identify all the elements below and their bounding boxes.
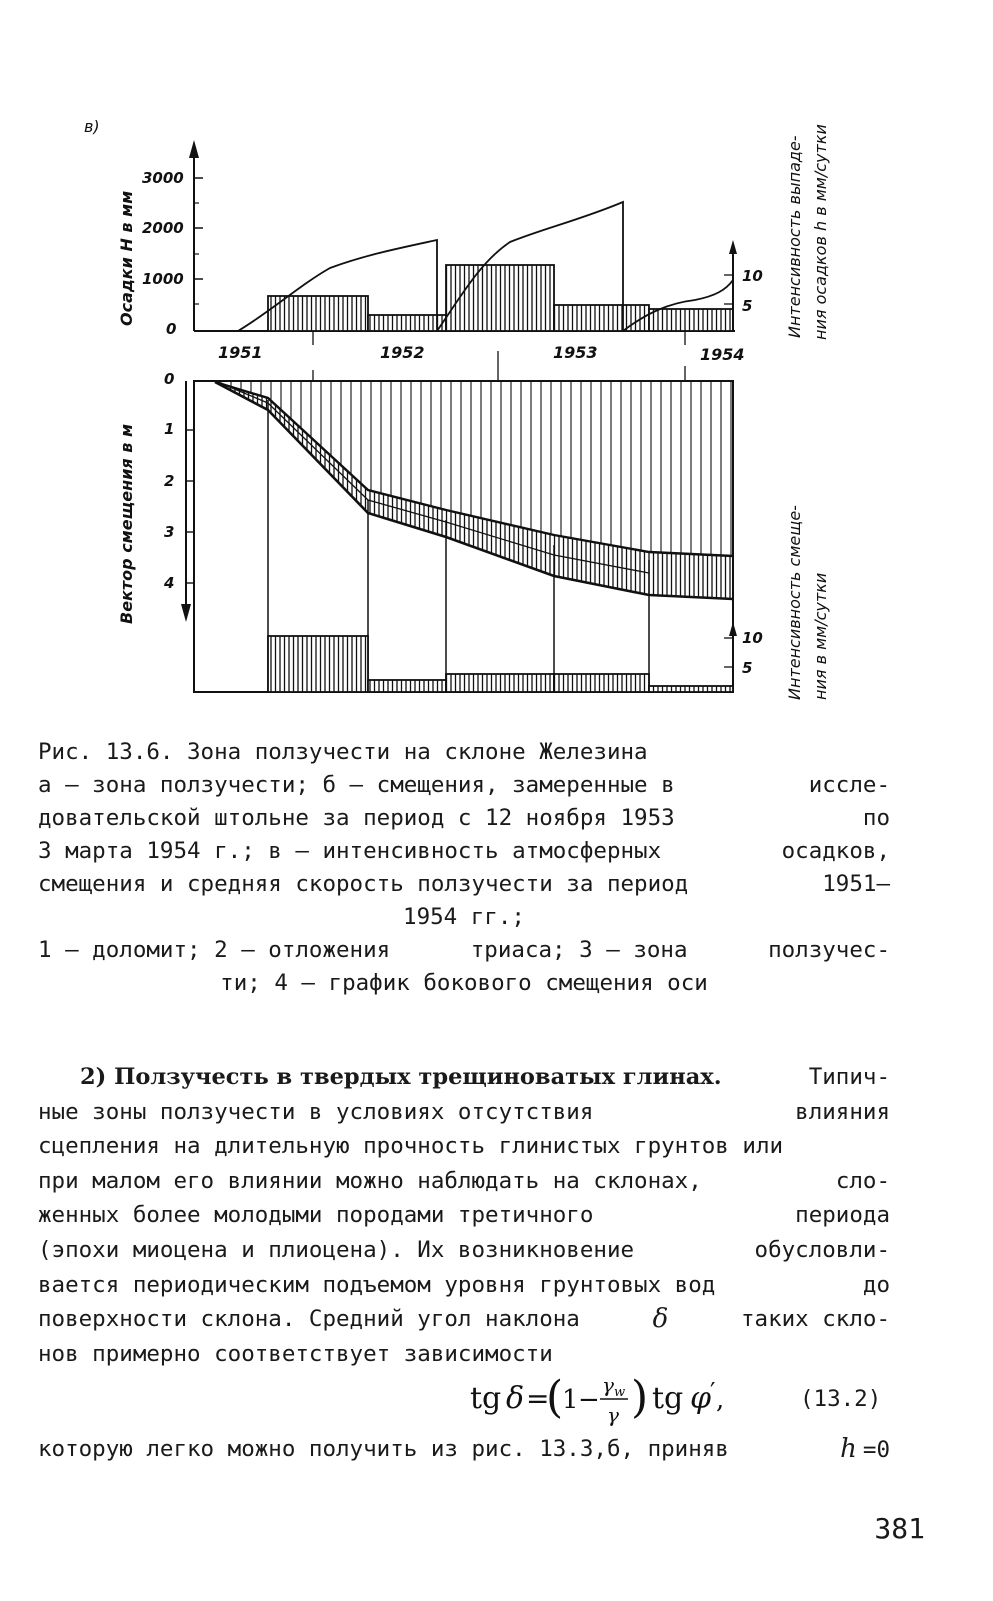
caption-line-5: смещения и средняя скорость ползучести за период 1951–: [38, 871, 890, 897]
right-tick-bottom-5: 5: [742, 659, 753, 677]
top-tick-1000: 1000: [142, 270, 184, 288]
bottom-tick-1: 1: [164, 420, 175, 438]
svg-text:1: 1: [562, 1385, 579, 1415]
right-axis-title-bottom-1: Интенсивность смеще-: [785, 505, 804, 700]
svg-text:δ: δ: [506, 1381, 525, 1416]
caption-line-6: 1954 гг.;: [403, 904, 525, 930]
svg-text:(: (: [546, 1372, 564, 1423]
year-1952: 1952: [380, 343, 425, 362]
body-line-9: нов примерно соответствует зависимости: [38, 1340, 553, 1367]
year-1951: 1951: [218, 343, 263, 362]
year-1954: 1954: [700, 345, 745, 364]
body-line-5: женных более молодыми породами третичного периода: [38, 1202, 890, 1229]
precipitation-panel: [189, 140, 737, 380]
precip-bar-1952: [368, 315, 446, 331]
section-heading: 2) Ползучесть в твердых трещиноватых глинах.: [80, 1064, 722, 1090]
caption-line-8: ти; 4 – график бокового смещения оси: [220, 970, 708, 996]
bottom-tick-4: 4: [164, 574, 175, 592]
page-number: 381: [874, 1512, 925, 1545]
panel-label: в): [84, 117, 100, 136]
bottom-tick-2: 2: [164, 472, 175, 490]
top-tick-0: 0: [166, 320, 177, 338]
caption-line-4: 3 марта 1954 г.; в – интенсивность атмосферных осадков,: [38, 838, 890, 864]
body-line-2: ные зоны ползучести в условиях отсутствия влияния: [38, 1098, 890, 1125]
displacement-panel: [181, 366, 737, 692]
bottom-tick-3: 3: [164, 523, 175, 541]
svg-text:−: −: [578, 1385, 600, 1415]
top-tick-2000: 2000: [142, 219, 184, 237]
right-tick-bottom-10: 10: [742, 629, 763, 647]
precip-bar-1951: [268, 296, 368, 331]
svg-text:′: ′: [710, 1378, 716, 1406]
left-axis-title-bottom: Вектор смещения в м: [117, 423, 136, 624]
svg-text:φ: φ: [690, 1381, 712, 1416]
svg-text:): ): [631, 1372, 649, 1423]
body-line-3: сцепления на длительную прочность глинистых грунтов или: [38, 1133, 784, 1160]
disp-bar-1952: [368, 680, 446, 692]
top-tick-3000: 3000: [142, 169, 184, 187]
body-text: [38, 1060, 890, 1371]
precip-bar-1953b: [554, 305, 649, 331]
caption-line-2: а – зона ползучести; б – смещения, замеренные в иссле-: [38, 772, 890, 798]
body-line-4: при малом его влиянии можно наблюдать на склонах, сло-: [38, 1167, 890, 1194]
body-line-6: (эпохи миоцена и плиоцена). Их возникновение обусловли-: [38, 1236, 890, 1263]
disp-bar-1954: [649, 686, 733, 692]
svg-text:w: w: [614, 1385, 626, 1400]
svg-text:γ: γ: [607, 1403, 619, 1427]
precip-bar-1954: [649, 309, 733, 331]
figure-caption: [38, 736, 890, 1000]
body-last-line: которую легко можно получить из рис. 13.3,б, приняв h =0: [38, 1434, 890, 1464]
svg-text:γ: γ: [602, 1373, 614, 1397]
svg-text:,: ,: [716, 1385, 725, 1415]
right-axis-title-top-1: Интенсивность выпаде-: [785, 135, 804, 338]
right-tick-top-10: 10: [742, 267, 763, 285]
year-1953: 1953: [553, 343, 598, 362]
body-line-7: вается периодическим подъемом уровня грунтовых вод до: [38, 1271, 890, 1298]
right-axis-title-bottom-2: ния в мм/сутки: [811, 572, 830, 700]
disp-bar-1953a: [446, 674, 554, 692]
right-tick-top-5: 5: [742, 297, 753, 315]
disp-bar-1951: [268, 636, 368, 692]
svg-text:tg: tg: [470, 1381, 502, 1416]
right-axis-title-top-2: ния осадков h в мм/сутки: [811, 124, 830, 340]
precip-bar-1953a: [446, 265, 554, 331]
caption-line-3: довательской штольне за период с 12 ноября 1953 по: [38, 805, 890, 831]
left-axis-title-top: Осадки Н в мм: [117, 190, 136, 326]
body-line-8: поверхности склона. Средний угол наклона δ таких скло-: [38, 1304, 890, 1335]
figure-13-6: [0, 0, 993, 720]
svg-text:tg: tg: [652, 1381, 684, 1416]
disp-bar-1953b: [554, 674, 649, 692]
formula-number: (13.2): [800, 1386, 882, 1412]
bottom-tick-0: 0: [164, 370, 175, 388]
caption-line-7: 1 – доломит; 2 – отложения триаса; 3 – зона ползучес-: [38, 937, 890, 963]
body-line-1: 2) Ползучесть в твердых трещиноватых глинах. Типич-: [80, 1064, 890, 1090]
caption-line-1: Рис. 13.6. Зона ползучести на склоне Железина: [38, 739, 648, 765]
svg-text:=: =: [526, 1382, 550, 1415]
